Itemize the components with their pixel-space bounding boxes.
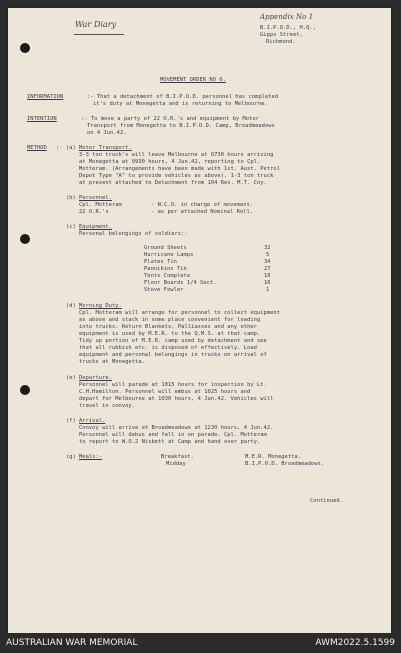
method-d-line: as above and stack in some place convenient for loading bbox=[79, 317, 261, 323]
method-f-line: to report to W.O.2 Nisbett at Camp and hand over party. bbox=[79, 439, 261, 445]
equipment-item-qty: 32 bbox=[264, 245, 271, 251]
intention-line: Transport from Monegetta to B.I.P.O.D. Camp, Broadmeadows bbox=[87, 123, 275, 129]
equipment-item-name: Tents Complete bbox=[144, 273, 191, 279]
method-a-heading: Motor Transport. bbox=[79, 145, 132, 151]
personnel-role: - as per attached Nominal Roll. bbox=[151, 209, 254, 215]
method-a-line: 3-3 ton truck's will leave Melbourne at 0730 hours arriving bbox=[79, 152, 274, 158]
intention-line: on 4 Jun.42. bbox=[87, 130, 127, 136]
method-c-prefix: (c) bbox=[66, 224, 76, 230]
method-d-line: equipment and personal belongings in trucks on arrival of bbox=[79, 352, 267, 358]
personnel-name: 22 O.R.'s bbox=[79, 209, 109, 215]
method-a-line: Depot Type "A" to provide vehicles as above). 1-3 ton truck bbox=[79, 173, 274, 179]
equipment-item-qty: 27 bbox=[264, 266, 271, 272]
equipment-item-qty: 34 bbox=[264, 259, 271, 265]
method-a-line: at Monegetta at 0930 hours, 4 Jun.42, reporting to Cpl. bbox=[79, 159, 261, 165]
method-d-line: that all rubbish etc. is disposed of effectively. Load bbox=[79, 345, 257, 351]
equipment-item-name: Hurricane Lamps bbox=[144, 252, 194, 258]
meal-location: M.E.R. Monegetta. bbox=[245, 454, 302, 460]
method-d-line: equipment is used by M.E.R. to the Q.M.S. at that camp. bbox=[79, 331, 261, 337]
information-line: :- That a detachment of B.I.P.O.D. personnel has completed bbox=[87, 94, 279, 100]
method-e-line: travel in convoy. bbox=[79, 403, 136, 409]
document-page bbox=[8, 8, 391, 633]
punch-hole bbox=[20, 43, 30, 53]
method-d-line: Cpl. Motteram will arrange for personnel to collect equipment bbox=[79, 310, 281, 316]
method-a-prefix: :- (a) bbox=[56, 145, 76, 151]
method-g-heading: Meals:- bbox=[79, 454, 103, 460]
method-f-line: Personnel will debus and fall in on parade. Cpl. Motteram bbox=[79, 432, 267, 438]
handwritten-underline bbox=[74, 34, 124, 35]
equipment-item-qty: 10 bbox=[264, 273, 271, 279]
equipment-intro: Personal belongings of soldiers:- bbox=[79, 231, 188, 237]
header-address-line: B.I.P.O.D., H.Q., bbox=[260, 25, 317, 31]
method-g-prefix: (g) bbox=[66, 454, 76, 460]
equipment-item-name: Ground Sheets bbox=[144, 245, 187, 251]
information-line: it's duty at Monegetta and is returning to Melbourne. bbox=[93, 101, 268, 107]
method-e-line: Personnel will parade at 1015 hours for inspection by Lt. bbox=[79, 382, 267, 388]
method-e-prefix: (e) bbox=[66, 375, 76, 381]
method-d-heading: Morning Duty. bbox=[79, 303, 122, 309]
header-address-line: Gipps Street, bbox=[260, 32, 303, 38]
intention-label: INTENTION bbox=[27, 116, 57, 122]
method-label: METHOD bbox=[27, 145, 47, 151]
equipment-item-name: Stove Fowler bbox=[144, 287, 184, 293]
continued-note: Continued. bbox=[310, 498, 343, 504]
intention-line: :- To move a party of 22 O.R.'s and equipment by Motor bbox=[81, 116, 259, 122]
equipment-item-name: Pannikins Tin bbox=[144, 266, 187, 272]
method-e-heading: Departure. bbox=[79, 375, 112, 381]
method-f-prefix: (f) bbox=[66, 418, 76, 424]
equipment-item-qty: 5 bbox=[266, 252, 270, 258]
meal-name: Breakfast. bbox=[161, 454, 194, 460]
method-e-line: C.H.Hamilton. Personnel will embus at 1025 hours and bbox=[79, 389, 251, 395]
method-d-line: trucks at Monegetta. bbox=[79, 359, 145, 365]
personnel-name: Cpl. Motteram bbox=[79, 202, 122, 208]
method-d-prefix: (d) bbox=[66, 303, 76, 309]
page-title: MOVEMENT ORDER NO 6. bbox=[160, 77, 226, 83]
method-b-heading: Personnel. bbox=[79, 195, 112, 201]
method-f-line: Convoy will arrive at Broadmeadows at 1230 hours, 4 Jun.42. bbox=[79, 425, 274, 431]
footer-accession-number: AWM2022.5.1599 bbox=[315, 638, 395, 648]
method-e-line: depart for Melbourne at 1030 hours, 4 Jun.42. Vehicles will bbox=[79, 396, 274, 402]
footer-credit: AUSTRALIAN WAR MEMORIAL bbox=[6, 638, 138, 648]
meal-location: B.I.P.O.D. Broadmeadows. bbox=[245, 461, 325, 467]
method-c-heading: Equipment. bbox=[79, 224, 112, 230]
handwritten-appendix: Appendix No 1 bbox=[260, 13, 314, 21]
method-d-line: into trucks. Return Blankets, Palliasses and any other bbox=[79, 324, 257, 330]
header-address-line: Richmond. bbox=[266, 39, 296, 45]
method-a-line: Motteram. (Arrangements have been made with 1st. Aust. Petrol bbox=[79, 166, 281, 172]
punch-hole bbox=[20, 234, 30, 244]
equipment-item-name: Plates Tin bbox=[144, 259, 177, 265]
personnel-role: - N.C.O. in charge of movement. bbox=[151, 202, 254, 208]
method-a-line: at present attached to Detachment from 104 Res. M.T. Coy. bbox=[79, 180, 267, 186]
footer-bar bbox=[0, 633, 401, 653]
method-f-heading: Arrival. bbox=[79, 418, 106, 424]
punch-hole bbox=[20, 385, 30, 395]
meal-name: Midday bbox=[166, 461, 186, 467]
handwritten-war-diary: War Diary bbox=[75, 20, 117, 29]
equipment-item-name: Floor Boards 1/4 Sect. bbox=[144, 280, 217, 286]
method-d-line: Tidy up portion of M.E.R. camp used by detachment and see bbox=[79, 338, 267, 344]
method-b-prefix: (b) bbox=[66, 195, 76, 201]
information-label: INFORMATION bbox=[27, 94, 64, 100]
equipment-item-qty: 16 bbox=[264, 280, 271, 286]
equipment-item-qty: 1 bbox=[266, 287, 270, 293]
